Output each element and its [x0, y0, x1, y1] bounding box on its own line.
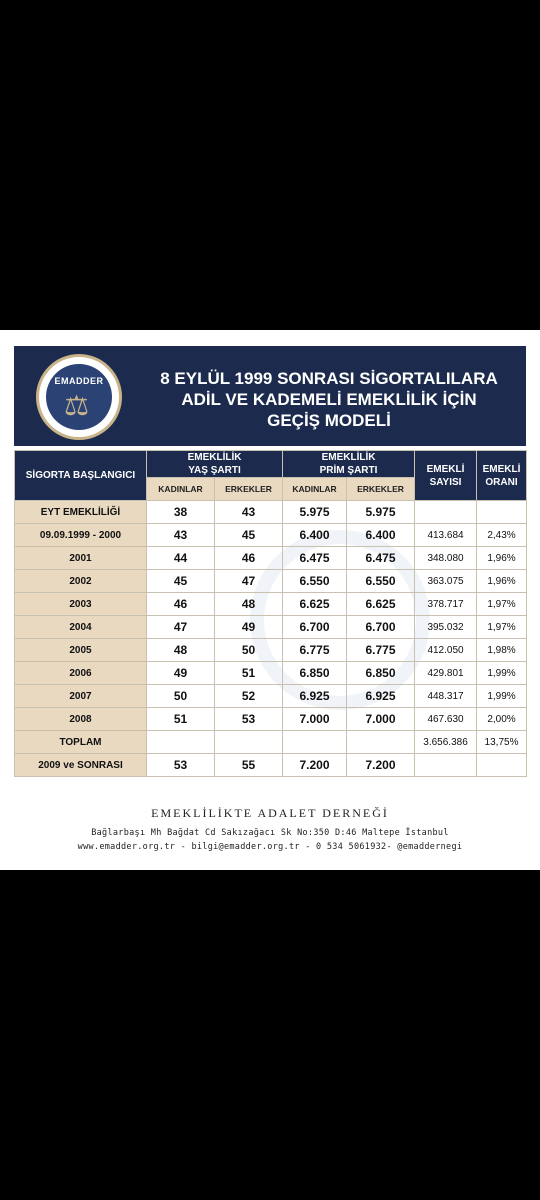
emekli-orani: 1,97%	[477, 593, 527, 616]
yas-kadin: 47	[147, 616, 215, 639]
emekli-sayisi: 413.684	[415, 524, 477, 547]
prim-erkek: 6.550	[347, 570, 415, 593]
prim-kadin: 6.775	[283, 639, 347, 662]
table-row	[15, 593, 527, 616]
orani-line: EMEKLİ ORANI	[482, 463, 521, 488]
logo-text: EMADDER	[54, 376, 104, 386]
prim-kadin: 6.625	[283, 593, 347, 616]
header-yas-kadinlar: KADINLAR	[147, 478, 215, 501]
row-label: 2001	[15, 547, 147, 570]
prim-kadin: 5.975	[283, 501, 347, 524]
prim-erkek: 6.700	[347, 616, 415, 639]
header-sigorta-baslangici: SİGORTA BAŞLANGICI	[15, 451, 147, 501]
scales-icon: ⚖	[64, 390, 90, 421]
yas-line: EMEKLİLİK YAŞ ŞARTI	[187, 452, 242, 476]
prim-erkek: 7.200	[347, 754, 415, 777]
emekli-sayisi: 412.050	[415, 639, 477, 662]
transition-table	[14, 450, 527, 777]
table-row	[15, 501, 527, 524]
table-row	[15, 708, 527, 731]
yas-erkek: 45	[215, 524, 283, 547]
prim-kadin: 6.700	[283, 616, 347, 639]
emekli-orani: 1,98%	[477, 639, 527, 662]
prim-erkek: 7.000	[347, 708, 415, 731]
table-row	[15, 570, 527, 593]
table-row	[15, 662, 527, 685]
page-title	[134, 368, 524, 431]
emekli-sayisi: 429.801	[415, 662, 477, 685]
yas-erkek: 46	[215, 547, 283, 570]
yas-kadin: 48	[147, 639, 215, 662]
prim-erkek: 6.925	[347, 685, 415, 708]
title-line-2: ADİL VE KADEMELİ EMEKLİLİK İÇİN	[181, 390, 477, 409]
yas-kadin: 43	[147, 524, 215, 547]
row-label: 2007	[15, 685, 147, 708]
emekli-sayisi	[415, 754, 477, 777]
table-row	[15, 616, 527, 639]
prim-kadin: 6.475	[283, 547, 347, 570]
prim-erkek: 6.400	[347, 524, 415, 547]
table-row	[15, 754, 527, 777]
yas-kadin: 53	[147, 754, 215, 777]
emekli-orani: 1,97%	[477, 616, 527, 639]
footer-contact: www.emadder.org.tr - bilgi@emadder.org.tr - 0 534 5061932- @emaddernegi	[77, 842, 463, 852]
yas-kadin: 50	[147, 685, 215, 708]
emekli-sayisi: 395.032	[415, 616, 477, 639]
header-prim-sarti	[283, 451, 415, 478]
yas-erkek: 49	[215, 616, 283, 639]
emekli-sayisi: 467.630	[415, 708, 477, 731]
header-prim-erkekler: ERKEKLER	[347, 478, 415, 501]
yas-erkek: 52	[215, 685, 283, 708]
emekli-orani: 1,99%	[477, 662, 527, 685]
header-banner	[14, 346, 526, 446]
row-label: 2004	[15, 616, 147, 639]
emekli-orani: 13,75%	[477, 731, 527, 754]
header-emekli-sayisi	[415, 451, 477, 501]
yas-kadin: 45	[147, 570, 215, 593]
table-row	[15, 524, 527, 547]
emekli-orani: 1,96%	[477, 570, 527, 593]
prim-line: EMEKLİLİK PRİM ŞARTI	[319, 452, 378, 476]
prim-kadin: 6.400	[283, 524, 347, 547]
table-row-total	[15, 731, 527, 754]
header-yas-sarti	[147, 451, 283, 478]
table-row	[15, 685, 527, 708]
emekli-sayisi: 348.080	[415, 547, 477, 570]
title-line-1: 8 EYLÜL 1999 SONRASI SİGORTALILARA	[160, 369, 498, 388]
prim-erkek: 6.475	[347, 547, 415, 570]
row-label: 2002	[15, 570, 147, 593]
emadder-logo	[36, 354, 122, 440]
emekli-orani: 1,99%	[477, 685, 527, 708]
footer-address: Bağlarbaşı Mh Bağdat Cd Sakızağacı Sk No:350 D:46 Maltepe İstanbul	[91, 828, 449, 838]
prim-kadin: 6.850	[283, 662, 347, 685]
emekli-sayisi: 378.717	[415, 593, 477, 616]
yas-kadin: 44	[147, 547, 215, 570]
yas-erkek: 51	[215, 662, 283, 685]
sayisi-line: EMEKLİ SAYISI	[426, 463, 465, 488]
row-label: 2006	[15, 662, 147, 685]
header-yas-erkekler: ERKEKLER	[215, 478, 283, 501]
yas-erkek: 50	[215, 639, 283, 662]
emekli-sayisi: 3.656.386	[415, 731, 477, 754]
header-emekli-orani	[477, 451, 527, 501]
yas-kadin: 49	[147, 662, 215, 685]
row-label: 09.09.1999 - 2000	[15, 524, 147, 547]
emekli-orani	[477, 754, 527, 777]
emekli-sayisi: 448.317	[415, 685, 477, 708]
prim-erkek: 5.975	[347, 501, 415, 524]
prim-kadin: 7.200	[283, 754, 347, 777]
footer-organization-name: EMEKLİLİKTE ADALET DERNEĞİ	[151, 806, 389, 820]
emekli-orani: 1,96%	[477, 547, 527, 570]
row-label: 2005	[15, 639, 147, 662]
prim-erkek: 6.775	[347, 639, 415, 662]
prim-kadin: 7.000	[283, 708, 347, 731]
row-label: TOPLAM	[15, 731, 147, 754]
yas-kadin: 38	[147, 501, 215, 524]
yas-erkek: 47	[215, 570, 283, 593]
yas-kadin: 46	[147, 593, 215, 616]
yas-kadin	[147, 731, 215, 754]
emekli-sayisi	[415, 501, 477, 524]
row-label: 2009 ve SONRASI	[15, 754, 147, 777]
prim-erkek	[347, 731, 415, 754]
emekli-orani	[477, 501, 527, 524]
title-line-3: GEÇİŞ MODELİ	[267, 411, 391, 430]
prim-kadin	[283, 731, 347, 754]
logo-emblem	[46, 364, 112, 430]
table-row	[15, 639, 527, 662]
table-row	[15, 547, 527, 570]
prim-erkek: 6.850	[347, 662, 415, 685]
yas-erkek: 43	[215, 501, 283, 524]
yas-erkek: 55	[215, 754, 283, 777]
prim-kadin: 6.550	[283, 570, 347, 593]
prim-kadin: 6.925	[283, 685, 347, 708]
yas-erkek	[215, 731, 283, 754]
yas-erkek: 53	[215, 708, 283, 731]
yas-erkek: 48	[215, 593, 283, 616]
emekli-orani: 2,00%	[477, 708, 527, 731]
row-label: EYT EMEKLİLİĞİ	[15, 501, 147, 524]
yas-kadin: 51	[147, 708, 215, 731]
emekli-orani: 2,43%	[477, 524, 527, 547]
emekli-sayisi: 363.075	[415, 570, 477, 593]
header-prim-kadinlar: KADINLAR	[283, 478, 347, 501]
prim-erkek: 6.625	[347, 593, 415, 616]
row-label: 2008	[15, 708, 147, 731]
document-card	[0, 330, 540, 870]
row-label: 2003	[15, 593, 147, 616]
